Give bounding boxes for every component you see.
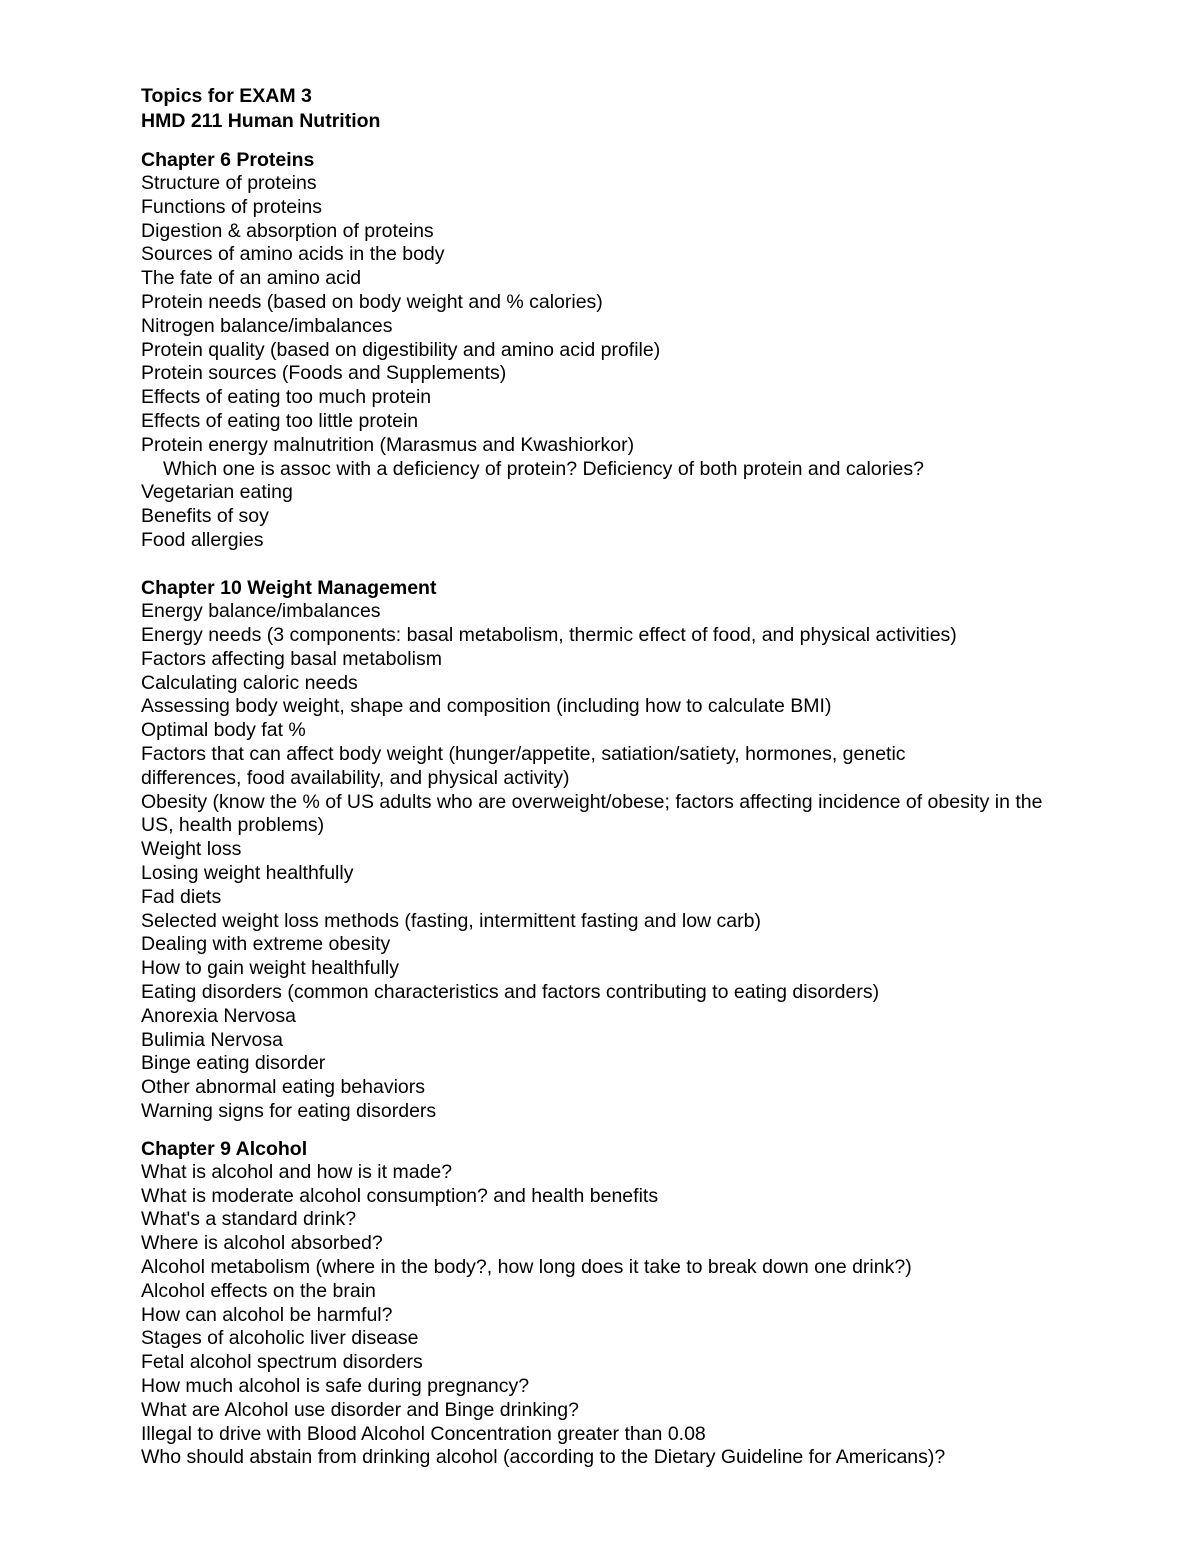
topic-item: Warning signs for eating disorders	[141, 1099, 437, 1122]
document-page	[141, 84, 1141, 1470]
topic-item: What is moderate alcohol consumption? and health benefits	[141, 1184, 659, 1207]
chapter-title: Chapter 9 Alcohol	[141, 1137, 308, 1160]
topic-item: Factors affecting basal metabolism	[141, 647, 442, 670]
chapter-weight-management	[141, 576, 1141, 1124]
topic-item: Factors that can affect body weight (hunger/appetite, satiation/satiety, hormones, genetic differences, food availability, and physical activity)	[141, 743, 906, 789]
topic-list	[141, 600, 1141, 1124]
topic-item: Who should abstain from drinking alcohol (according to the Dietary Guideline for Americans)?	[141, 1446, 946, 1469]
topic-item: Alcohol metabolism (where in the body?, how long does it take to break down one drink?)	[141, 1255, 912, 1278]
topic-item: What are Alcohol use disorder and Binge drinking?	[141, 1398, 579, 1421]
topic-item: Optimal body fat %	[141, 719, 306, 742]
topic-item: Food allergies	[141, 528, 264, 551]
topic-item: Calculating caloric needs	[141, 671, 358, 694]
topic-list	[141, 172, 1141, 553]
topic-item: Bulimia Nervosa	[141, 1028, 283, 1051]
chapter-alcohol	[141, 1137, 1141, 1470]
topic-item: Protein sources (Foods and Supplements)	[141, 362, 507, 385]
topic-item: Anorexia Nervosa	[141, 1004, 296, 1027]
topic-item: Vegetarian eating	[141, 481, 293, 504]
topic-item: Effects of eating too little protein	[141, 409, 419, 432]
topic-item: Weight loss	[141, 838, 242, 861]
topic-item: Where is alcohol absorbed?	[141, 1232, 383, 1255]
topic-subquestion: Which one is assoc with a deficiency of protein? Deficiency of both protein and calories?	[163, 457, 924, 480]
topic-item: What is alcohol and how is it made?	[141, 1160, 453, 1183]
topic-item: Other abnormal eating behaviors	[141, 1076, 425, 1099]
topic-item: Benefits of soy	[141, 505, 269, 528]
topic-item: Binge eating disorder	[141, 1052, 326, 1075]
topic-list	[141, 1161, 1141, 1470]
course-title: HMD 211 Human Nutrition	[141, 110, 381, 132]
topic-item: How much alcohol is safe during pregnancy?	[141, 1374, 530, 1397]
topic-item: Protein quality (based on digestibility and amino acid profile)	[141, 338, 661, 361]
chapter-title: Chapter 6 Proteins	[141, 149, 315, 171]
topic-item: Alcohol effects on the brain	[141, 1279, 376, 1302]
chapter-title: Chapter 10 Weight Management	[141, 577, 437, 600]
chapter-proteins	[141, 148, 1141, 553]
topic-item: Assessing body weight, shape and composition (including how to calculate BMI)	[141, 695, 832, 718]
topic-item: Digestion & absorption of proteins	[141, 219, 434, 242]
document-title: Topics for EXAM 3	[141, 85, 312, 107]
section-spacer	[141, 1124, 1141, 1137]
topic-item: Effects of eating too much protein	[141, 386, 432, 409]
topic-item: Nitrogen balance/imbalances	[141, 314, 393, 337]
topic-item: Sources of amino acids in the body	[141, 243, 445, 266]
document-header	[141, 84, 1141, 134]
topic-item: How can alcohol be harmful?	[141, 1303, 393, 1326]
topic-item: How to gain weight healthfully	[141, 957, 399, 980]
topic-item: Dealing with extreme obesity	[141, 933, 391, 956]
topic-item: Illegal to drive with Blood Alcohol Concentration greater than 0.08	[141, 1422, 706, 1445]
topic-item: Energy balance/imbalances	[141, 600, 381, 623]
topic-item: Protein needs (based on body weight and % calories)	[141, 290, 603, 313]
topic-item: Fad diets	[141, 885, 222, 908]
section-spacer	[141, 553, 1141, 577]
topic-item: Fetal alcohol spectrum disorders	[141, 1351, 423, 1374]
topic-item: What's a standard drink?	[141, 1208, 357, 1231]
topic-item: Obesity (know the % of US adults who are overweight/obese; factors affecting incidence of obesity in the US, health problems)	[141, 790, 1043, 837]
topic-item: Eating disorders (common characteristics and factors contributing to eating disorders)	[141, 981, 880, 1003]
topic-item: The fate of an amino acid	[141, 267, 362, 290]
topic-item: Stages of alcoholic liver disease	[141, 1327, 419, 1350]
topic-item: Selected weight loss methods (fasting, intermittent fasting and low carb)	[141, 909, 761, 932]
topic-item: Losing weight healthfully	[141, 862, 354, 885]
topic-item: Protein energy malnutrition (Marasmus and Kwashiorkor)	[141, 433, 635, 456]
topic-item: Energy needs (3 components: basal metabolism, thermic effect of food, and physical activities)	[141, 624, 957, 647]
topic-item: Functions of proteins	[141, 195, 323, 218]
topic-item: Structure of proteins	[141, 172, 317, 194]
